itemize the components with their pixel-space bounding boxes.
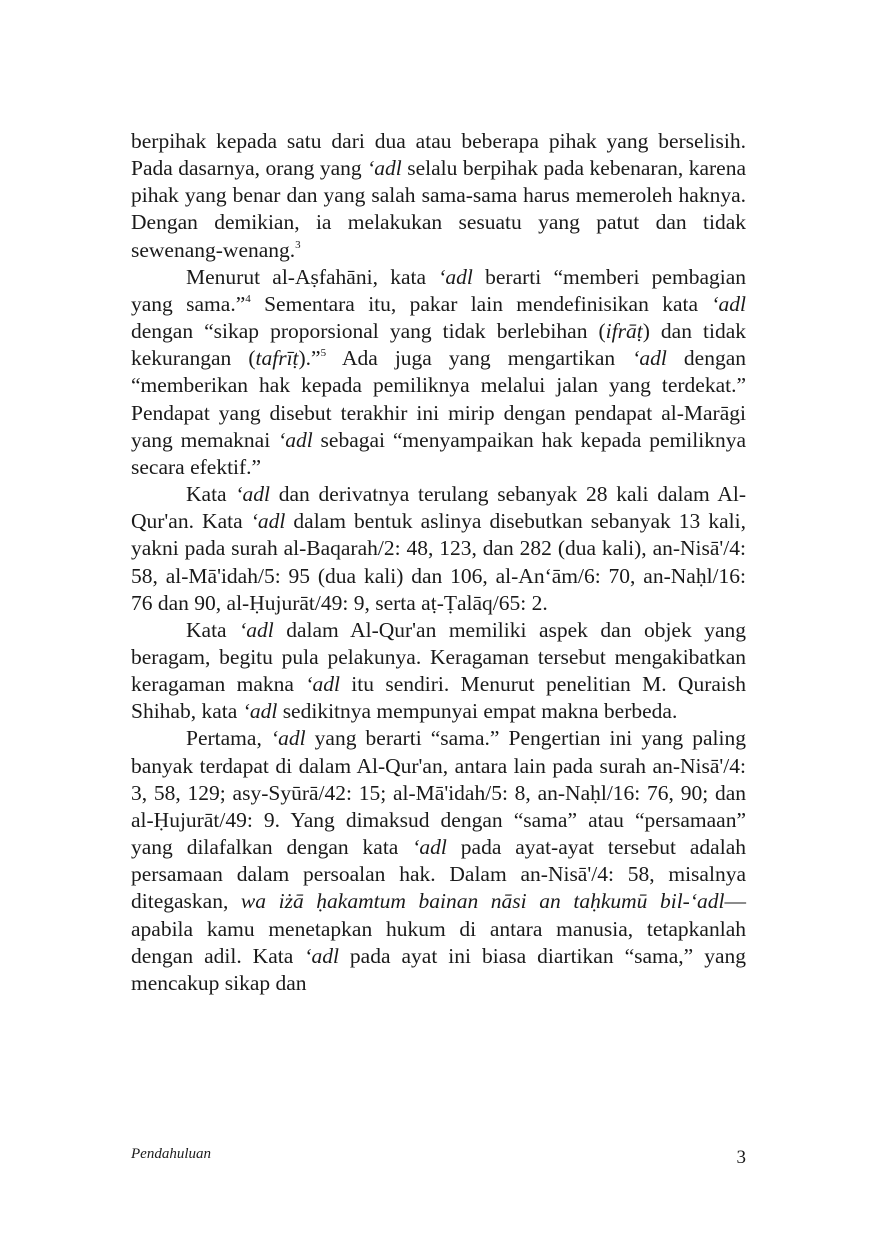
text-run: berarti “memberi pembagian yang sama.” xyxy=(131,264,747,316)
footnote-ref: 3 xyxy=(295,238,301,251)
paragraph xyxy=(131,725,746,997)
italic-term: tafrīṭ xyxy=(255,346,299,371)
text-run: ).” xyxy=(298,346,321,371)
text-run: dalam Al-Qur'an memiliki aspek dan objek yang beragam, begitu pula pelakunya. Keragaman tersebut mengakibatkan keragaman makna xyxy=(131,617,747,697)
italic-term: ‘adl xyxy=(235,482,270,507)
text-run: selalu berpihak pada kebenaran, karena pihak yang benar dan yang salah sama-sama harus memeroleh haknya. Dengan demikian, ia melakukan sesuatu yang patut dan tidak sewenang-wenang. xyxy=(131,156,746,262)
text-run: dengan “sikap proporsional yang tidak berlebihan ( xyxy=(131,319,606,344)
italic-term: ‘adl xyxy=(438,264,473,289)
italic-term: ‘adl xyxy=(632,346,667,371)
text-run: berpihak kepada satu dari dua atau beberapa pihak yang berselisih. Pada dasarnya, orang yang xyxy=(131,129,746,181)
text-run: Kata xyxy=(186,617,240,642)
italic-term: ‘adl xyxy=(304,943,339,968)
running-footer-title: Pendahuluan xyxy=(131,1146,211,1162)
text-run: Ada juga yang mengartikan xyxy=(326,346,633,371)
text-run: dengan “memberikan hak kepada pemiliknya melalui jalan yang terdekat.” Pendapat yang disebut terakhir ini mirip dengan pendapat al-Marāgi yang memaknai xyxy=(131,346,746,452)
italic-term: wa iżā ḥakamtum bainan nāsi an taḥkumū bil-‘adl xyxy=(240,889,725,914)
paragraph xyxy=(131,128,746,264)
text-run: —apabila kamu menetapkan hukum di antara manusia, tetapkanlah dengan adil. Kata xyxy=(131,889,746,968)
italic-term: ‘adl xyxy=(239,617,274,642)
italic-term: ‘adl xyxy=(305,672,340,697)
page-number: 3 xyxy=(736,1147,746,1168)
paragraph xyxy=(131,481,746,617)
italic-term: ‘adl xyxy=(367,156,402,181)
italic-term: ‘adl xyxy=(711,291,746,316)
italic-term: ‘adl xyxy=(278,427,313,452)
text-run: itu sendiri. Menurut penelitian M. Quraish Shihab, kata xyxy=(131,672,746,724)
text-run: pada ayat ini biasa diartikan “sama,” yang mencakup sikap dan xyxy=(131,943,746,995)
text-run: dan derivatnya terulang sebanyak 28 kali dalam Al-Qur'an. Kata xyxy=(131,482,746,534)
text-run: Sementara itu, pakar lain mendefinisikan kata xyxy=(250,291,712,316)
italic-term: ‘adl xyxy=(412,835,447,860)
text-run: Kata xyxy=(186,482,236,507)
italic-term: ‘adl xyxy=(250,509,286,534)
footnote-ref: 4 xyxy=(245,292,251,305)
text-run: Menurut al-Aṣfahāni, kata xyxy=(186,264,439,289)
footnote-ref: 5 xyxy=(320,347,327,360)
body-text xyxy=(131,128,746,997)
italic-term: ‘adl xyxy=(270,726,306,751)
italic-term: ‘adl xyxy=(242,699,278,724)
text-run: sebagai “menyampaikan hak kepada pemiliknya secara efektif.” xyxy=(131,427,746,479)
text-run: sedikitnya mempunyai empat makna berbeda. xyxy=(277,699,678,724)
text-run: ) dan tidak kekurangan ( xyxy=(131,319,746,371)
text-run: yang berarti “sama.” Pengertian ini yang paling banyak terdapat di dalam Al-Qur'an, antara lain pada surah an-Nisā'/4: 3, 58, 129; asy-Syūrā/42: 15; al-Mā'idah/5: 8, an-Naḥl/16: 76, 90; dan al-Ḥujurāt/49: 9. Yang dimaksud dengan “sama” atau “persamaan” yang dilafalkan dengan kata xyxy=(131,726,746,860)
text-run: pada ayat-ayat tersebut adalah persamaan dalam persoalan hak. Dalam an-Nisā'/4: 58, misalnya ditegaskan, xyxy=(131,835,746,914)
text-run: Pertama, xyxy=(186,726,271,751)
paragraph xyxy=(131,617,746,726)
paragraph xyxy=(131,264,746,481)
italic-term: ifrāṭ xyxy=(605,319,643,344)
text-run: dalam bentuk aslinya disebutkan sebanyak 13 kali, yakni pada surah al-Baqarah/2: 48, 123, dan 282 (dua kali), an-Nisā'/4: 58, al-Mā'idah/5: 95 (dua kali) dan 106, al-An‘ām/6: 70, an-Naḥl/16: 76 dan 90, al-Ḥujurāt/49: 9, serta aṭ-Ṭalāq/65: 2. xyxy=(131,509,746,615)
